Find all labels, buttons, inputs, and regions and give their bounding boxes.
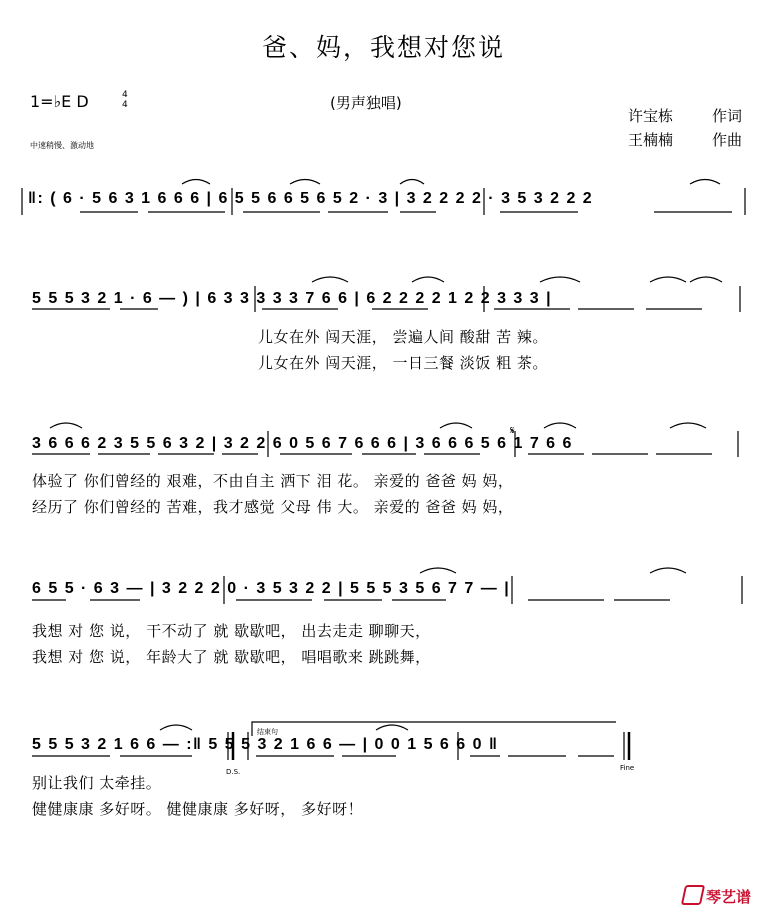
score-line-3-notes: 3 6 6 6 2 3 5 5 6 3 2 | 3 2 2 6 0 5 6 7 6 6 6 | 3 6 6 6 5 6 1 7 6 6	[32, 435, 573, 452]
score-line-2-notes: 5 5 5 3 2 1 · 6 — ) | 6 3 3 3 3 3 7 6 6 | 6 2 2 2 2 1 2 2 3 3 3 |	[32, 290, 553, 307]
composer-role: 作曲	[712, 131, 743, 149]
score-line-3-lyric-verse-1: 体验了 你们曾经的 艰难，不由自主 洒下 泪 花。 亲爱的 爸爸 妈 妈，	[32, 472, 514, 490]
slur	[290, 180, 320, 185]
score-line-5-notes: 5 5 5 3 2 1 6 6 — :‖ 5 5 5 3 2 1 6 6 — | 0 0 1 5 6 6 0 ‖	[32, 736, 499, 753]
score-line-5-lyric-verse-1: 别让我们 太牵挂。	[32, 774, 162, 792]
score-line-2-lyric-verse-2: 儿女在外 闯天涯， 一日三餐 淡饭 粗 茶。	[258, 354, 548, 372]
slur	[412, 277, 444, 282]
score-line-4-notes: 6 5 5 · 6 3 — | 3 2 2 2 0 · 3 5 3 2 2 | 5 5 5 3 5 6 7 7 — |	[32, 580, 511, 597]
slur	[312, 277, 348, 282]
song-title: 爸、妈，我想对您说	[261, 33, 505, 62]
meter-top: 4	[122, 90, 128, 100]
slur	[670, 423, 706, 428]
slur	[182, 180, 210, 185]
score-line-5-lyric-verse-2: 健健康康 多好呀。 健健康康 多好呀， 多好呀！	[32, 800, 364, 818]
logo-icon	[681, 885, 705, 905]
slur	[420, 568, 456, 573]
slur	[650, 568, 686, 573]
composer-name: 王楠楠	[628, 131, 674, 149]
slur	[650, 277, 686, 282]
segno-mark: 𝄋	[510, 424, 515, 437]
slur	[376, 725, 408, 730]
slur	[160, 725, 192, 730]
watermark-logo	[683, 885, 751, 907]
slur	[690, 180, 720, 185]
performance-note: (男声独唱)	[330, 94, 402, 112]
tempo-marking: 中速稍慢、激动地	[30, 141, 94, 150]
ending-label: 结束句	[257, 728, 278, 736]
slur	[50, 423, 82, 428]
score-line-4-lyric-verse-2: 我想 对 您 说， 年龄大了 就 歇歇吧， 唱唱歌来 跳跳舞，	[32, 648, 431, 666]
meter-bottom: 4	[122, 100, 128, 110]
watermark-text: 琴艺谱	[705, 888, 751, 906]
score-line-1-notes: ‖: ( 6 · 5 6 3 1 6 6 6 | 6 5 5 6 6 5 6 5 2 · 3 | 3 2 2 2 2 · 3 5 3 2 2 2	[28, 190, 594, 207]
fine-mark: Fine	[620, 764, 635, 772]
score-line-3-lyric-verse-2: 经历了 你们曾经的 苦难，我才感觉 父母 伟 大。 亲爱的 爸爸 妈 妈，	[32, 498, 514, 516]
slur	[544, 423, 576, 428]
slur	[400, 180, 424, 185]
lyricist-name: 许宝栋	[628, 107, 674, 125]
ending-bracket	[252, 722, 616, 736]
lyricist-role: 作词	[712, 107, 743, 125]
slur	[440, 423, 472, 428]
ds-mark: D.S.	[226, 768, 241, 776]
score-line-4-lyric-verse-1: 我想 对 您 说， 干不动了 就 歇歇吧， 出去走走 聊聊天，	[32, 622, 431, 640]
slur	[540, 277, 580, 282]
score-line-2-lyric-verse-1: 儿女在外 闯天涯， 尝遍人间 酸甜 苦 辣。	[258, 328, 548, 346]
slur	[690, 277, 722, 282]
key-signature: 1=♭E D	[30, 92, 89, 111]
